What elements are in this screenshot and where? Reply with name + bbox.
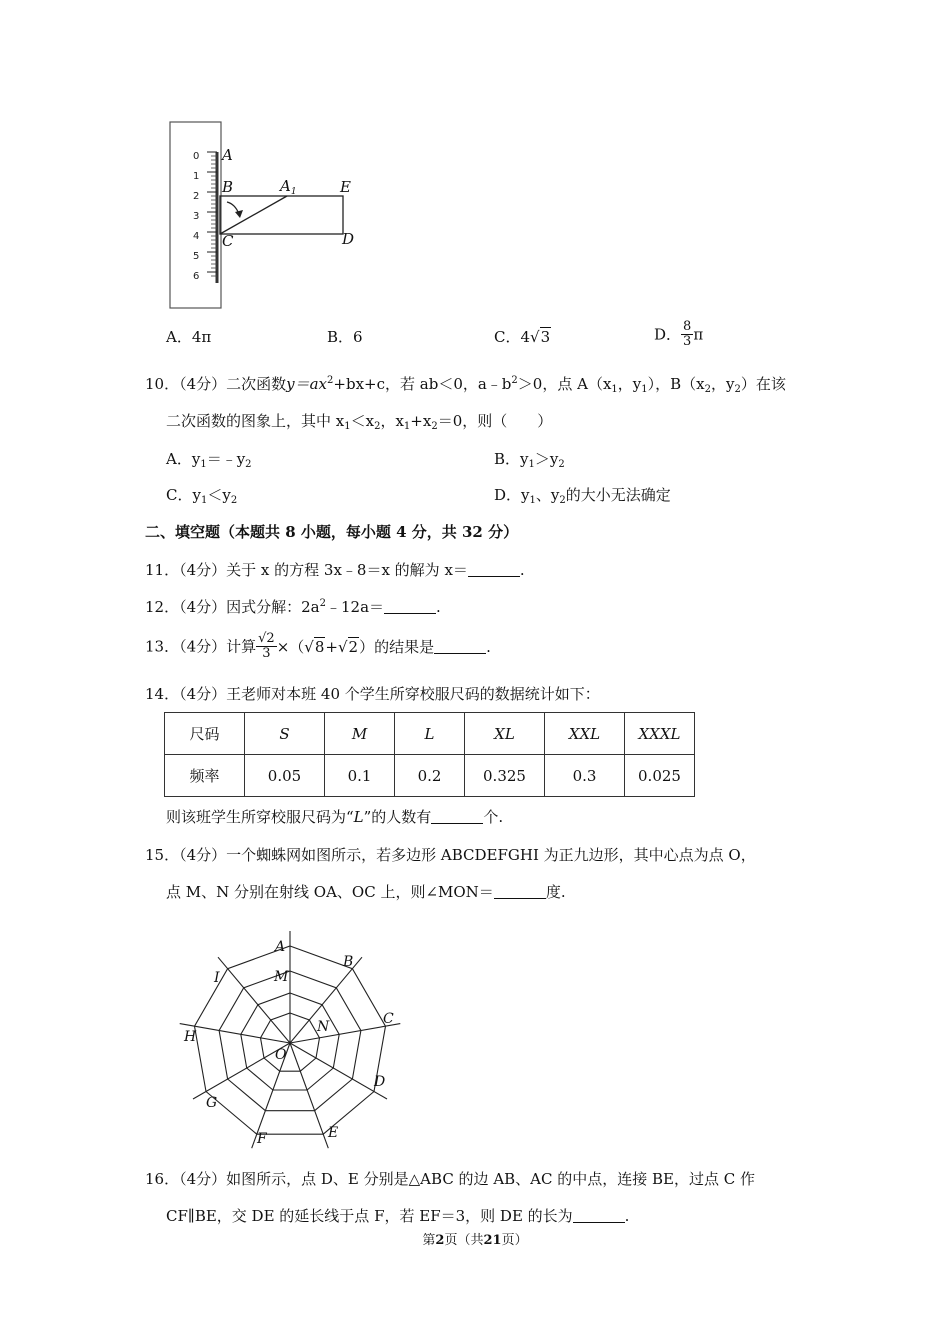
label-E: E	[340, 178, 351, 196]
table-cell: 0.325	[465, 755, 545, 797]
q15-line2: 点 M、N 分别在射线 OA、OC 上，则∠MON＝ 度.	[166, 883, 566, 901]
table-cell: 0.025	[625, 755, 695, 797]
label-D: D	[342, 230, 355, 248]
label-B: B	[222, 178, 234, 196]
q11-answer-blank	[468, 562, 520, 577]
table-header-cell: XXXL	[625, 713, 695, 755]
q10-stem-line1: 10．（4分）二次函数$y=ax^2+bx+c$，若 ab＜0，$a﹣b^2>0$，点 $A(x_1$，$y_1$），$B(x_2$，$y_2$）在该	[145, 375, 786, 395]
segment-CA1	[220, 196, 287, 234]
table-header-cell: XL	[465, 713, 545, 755]
table-cell: 频率	[165, 755, 245, 797]
label-H: H	[184, 1029, 197, 1045]
table-header-cell: S	[245, 713, 325, 755]
q10-option-c: C．$y_1<y_2$	[166, 486, 238, 506]
q13-answer-blank	[434, 639, 486, 654]
label-C: C	[222, 232, 234, 250]
table-header-cell: XXL	[545, 713, 625, 755]
table-cell: 0.05	[245, 755, 325, 797]
label-N: N	[317, 1019, 330, 1035]
label-B: B	[343, 954, 354, 970]
label-A1: $A_1$	[280, 177, 297, 197]
label-I: I	[214, 970, 220, 986]
table-cell: 0.3	[545, 755, 625, 797]
q9-option-c: C．4√3	[494, 328, 551, 346]
q15-line1: 15．（4分）一个蜘蛛网如图所示，若多边形 ABCDEFGHI 为正九边形，其中心点为点 O，	[145, 846, 756, 864]
ruler-tick-4: 4	[193, 231, 200, 242]
q10-option-b: B．$y_1>y_2$	[494, 450, 565, 470]
table-cell: 0.1	[325, 755, 395, 797]
q9-option-a: A．4π	[166, 328, 212, 346]
table-header-cell: M	[325, 713, 395, 755]
table-row	[165, 755, 695, 797]
q9-figure	[165, 118, 365, 313]
ruler-tick-0: 0	[193, 151, 200, 162]
ruler-tick-6: 6	[193, 271, 200, 282]
arrow-head	[235, 210, 243, 218]
q10-option-a: A．$y_1=﹣y_2$	[166, 450, 252, 470]
q9-option-b: B．6	[327, 328, 363, 346]
page-footer: 第2页（共21页）	[422, 1233, 528, 1248]
table-row	[165, 713, 695, 755]
table-cell: 0.2	[395, 755, 465, 797]
table-header-cell: L	[395, 713, 465, 755]
web-ray	[290, 1043, 328, 1148]
q15-answer-blank	[494, 884, 546, 899]
q12-answer-blank	[384, 599, 436, 614]
q16-answer-blank	[573, 1208, 625, 1223]
q10-stem-line2: 二次函数的图象上，其中 $x_1<x_2$，$x_1+x_2=0$，则（ ）	[166, 412, 553, 432]
q14-stem: 14．（4分）王老师对本班 40 个学生所穿校服尺码的数据统计如下：	[145, 685, 600, 703]
label-F: F	[257, 1131, 267, 1147]
table-header-cell: 尺码	[165, 713, 245, 755]
ruler-tick-3: 3	[193, 211, 200, 222]
ruler-tick-5: 5	[193, 251, 200, 262]
label-A: A	[222, 146, 233, 164]
label-E: E	[328, 1125, 339, 1141]
q9-option-d: D． $\frac{8}{3}$ π	[654, 319, 704, 349]
spider-web-figure	[160, 925, 420, 1155]
q14-question: 则该班学生所穿校服尺码为“L”的人数有 个.	[166, 808, 504, 826]
q16-line2: CF∥BE，交 DE 的延长线于点 F，若 EF＝3，则 DE 的长为 .	[166, 1207, 630, 1225]
q9-option-d-fraction: $\frac{8}{3}$	[683, 319, 692, 349]
q16-line1: 16．（4分）如图所示，点 D、E 分别是△ABC 的边 AB、AC 的中点，连接 BE，过点 C 作	[145, 1170, 756, 1188]
size-frequency-table	[164, 712, 695, 797]
label-M: M	[274, 969, 289, 985]
q12: 12．（4分）因式分解：$2a^2﹣12a=$ .	[145, 598, 441, 616]
label-O: O	[275, 1047, 287, 1063]
q11: 11．（4分）关于 x 的方程 3x﹣8＝x 的解为 x＝ .	[145, 561, 525, 579]
q10-option-d: D．$y_1$、$y_2$的大小无法确定	[494, 486, 671, 506]
ruler-tick-1: 1	[193, 171, 200, 182]
ruler-tick-2: 2	[193, 191, 200, 202]
label-D: D	[374, 1074, 386, 1090]
label-A: A	[275, 939, 286, 955]
q13-fraction: $\frac{√2}{3}$	[258, 631, 275, 661]
q14-answer-blank	[431, 809, 483, 824]
q13: 13．（4分）计算 $\frac{√2}{3}$ ×（√8+√2）的结果是 .	[145, 631, 491, 661]
section-2-heading: 二、填空题（本题共 8 小题，每小题 4 分，共 32 分）	[145, 523, 519, 541]
label-G: G	[206, 1095, 218, 1111]
label-C: C	[383, 1011, 394, 1027]
